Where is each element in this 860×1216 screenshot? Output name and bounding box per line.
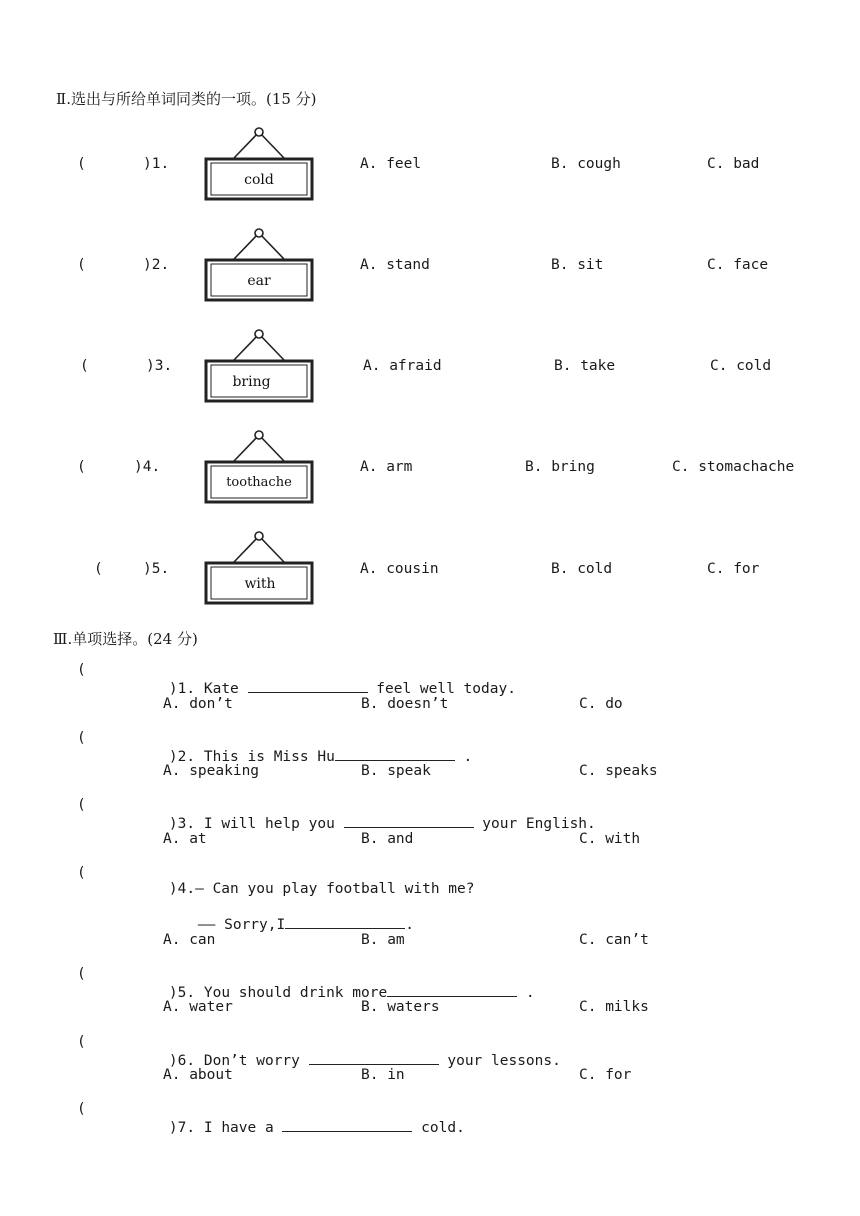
stem-text: . (525, 985, 535, 1001)
answer-paren-open[interactable]: ( (77, 156, 86, 172)
answer-blank[interactable] (248, 678, 368, 693)
option-c[interactable]: C. speaks (579, 763, 658, 779)
option-c[interactable]: C. for (579, 1067, 632, 1083)
stem-text: I have a (203, 1120, 274, 1136)
stem-text: Kate (203, 681, 239, 697)
answer-blank[interactable] (387, 982, 517, 997)
stem-text: . (463, 749, 473, 765)
stem-text: This is Miss Hu (203, 749, 335, 765)
option-b[interactable]: B. am (361, 932, 405, 948)
option-a[interactable]: A. speaking (163, 763, 260, 779)
answer-blank[interactable] (285, 914, 405, 929)
option-c[interactable]: C. bad (707, 156, 760, 172)
stem-text: Can you play football with me? (212, 881, 475, 897)
answer-paren-open[interactable]: ( (77, 1101, 86, 1117)
option-b[interactable]: B. doesn’t (361, 696, 449, 712)
option-c[interactable]: C. cold (710, 358, 772, 374)
word-sign (204, 328, 314, 408)
question-number: )2. (143, 257, 170, 273)
question-number: )3. (146, 358, 173, 374)
answer-blank[interactable] (309, 1050, 439, 1065)
question-number: )6. (168, 1053, 196, 1069)
option-b[interactable]: B. cold (551, 561, 613, 577)
option-a[interactable]: A. cousin (360, 561, 439, 577)
option-a[interactable]: A. don’t (163, 696, 233, 712)
answer-paren-open[interactable]: ( (77, 459, 86, 475)
question-number: )4.— (168, 881, 204, 897)
answer-paren-open[interactable]: ( (77, 865, 86, 881)
question-number: )7. (168, 1120, 196, 1136)
stem-text: your lessons. (447, 1053, 561, 1069)
word-sign (204, 530, 314, 610)
option-c[interactable]: C. face (707, 257, 769, 273)
option-b[interactable]: B. bring (525, 459, 595, 475)
stem-text: feel well today. (376, 681, 516, 697)
section-3-title: Ⅲ.单项选择。(24 分) (53, 630, 198, 648)
option-b[interactable]: B. take (554, 358, 616, 374)
answer-blank[interactable] (344, 813, 474, 828)
stem-text: . (405, 917, 414, 933)
option-b[interactable]: B. speak (361, 763, 431, 779)
answer-paren-open[interactable]: ( (94, 561, 103, 577)
option-b[interactable]: B. in (361, 1067, 405, 1083)
answer-paren-open[interactable]: ( (77, 966, 86, 982)
sign-word: with (244, 576, 276, 592)
answer-paren-open[interactable]: ( (80, 358, 89, 374)
answer-paren-open[interactable]: ( (77, 730, 86, 746)
option-b[interactable]: B. sit (551, 257, 604, 273)
section-2-title: Ⅱ.选出与所给单词同类的一项。(15 分) (56, 90, 317, 108)
question-number: )2. (168, 749, 196, 765)
answer-blank[interactable] (282, 1117, 412, 1132)
stem-text: —— Sorry,I (197, 917, 286, 933)
option-b[interactable]: B. and (361, 831, 414, 847)
question-number: )3. (168, 816, 196, 832)
option-c[interactable]: C. can’t (579, 932, 649, 948)
sign-word: toothache (226, 475, 292, 490)
option-a[interactable]: A. can (163, 932, 216, 948)
word-sign (204, 227, 314, 307)
option-c[interactable]: C. milks (579, 999, 649, 1015)
option-b[interactable]: B. cough (551, 156, 621, 172)
stem-text: I will help you (203, 816, 335, 832)
sign-word: ear (247, 273, 271, 289)
answer-blank[interactable] (335, 746, 455, 761)
stem-text: cold. (421, 1120, 465, 1136)
option-c[interactable]: C. for (707, 561, 760, 577)
answer-paren-open[interactable]: ( (77, 257, 86, 273)
answer-paren-open[interactable]: ( (77, 1034, 86, 1050)
word-sign (204, 429, 314, 509)
option-a[interactable]: A. feel (360, 156, 422, 172)
option-b[interactable]: B. waters (361, 999, 440, 1015)
question-number: )1. (168, 681, 196, 697)
question-number: )5. (143, 561, 170, 577)
answer-paren-open[interactable]: ( (77, 662, 86, 678)
question-number: )4. (134, 459, 161, 475)
question-stem (134, 1101, 465, 1152)
sign-word: cold (244, 172, 274, 188)
question-number: )5. (168, 985, 196, 1001)
stem-text: Don’t worry (203, 1053, 300, 1069)
option-a[interactable]: A. afraid (363, 358, 442, 374)
sign-word: bring (232, 374, 271, 390)
answer-paren-open[interactable]: ( (77, 797, 86, 813)
stem-text: your English. (482, 816, 596, 832)
option-a[interactable]: A. at (163, 831, 207, 847)
option-c[interactable]: C. do (579, 696, 623, 712)
word-sign (204, 126, 314, 206)
stem-text: You should drink more (203, 985, 388, 1001)
option-c[interactable]: C. with (579, 831, 641, 847)
option-a[interactable]: A. water (163, 999, 233, 1015)
option-a[interactable]: A. about (163, 1067, 233, 1083)
option-a[interactable]: A. stand (360, 257, 430, 273)
question-number: )1. (143, 156, 170, 172)
option-c[interactable]: C. stomachache (672, 459, 795, 475)
option-a[interactable]: A. arm (360, 459, 413, 475)
